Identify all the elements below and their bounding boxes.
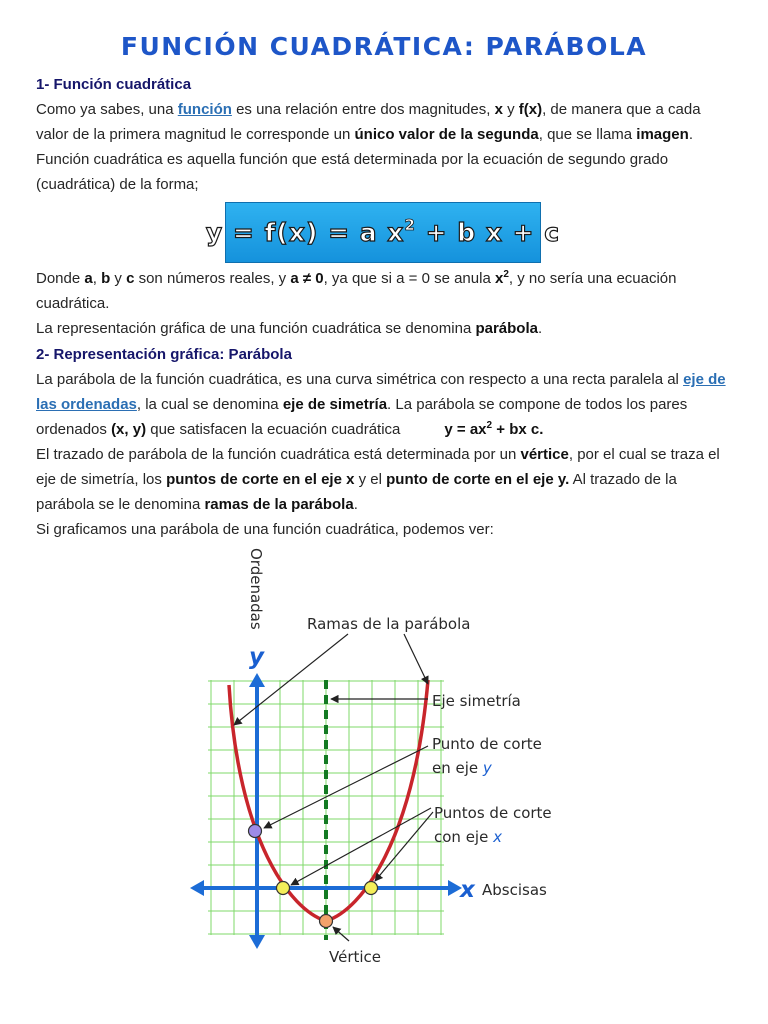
section-heading-representacion: 2- Representación gráfica: Parábola — [36, 346, 292, 363]
page-title: FUNCIÓN CUADRÁTICA: PARÁBOLA — [120, 32, 648, 61]
bold-text: parábola — [475, 320, 538, 337]
bold-text: b — [101, 270, 111, 287]
paragraph-graph-intro: Si graficamos una parábola de una función cuadrática, podemos ver: — [36, 521, 494, 538]
text: . — [353, 496, 358, 513]
paragraph-coefficients — [36, 266, 736, 316]
bold-text: f(x) — [518, 101, 543, 118]
text: Como ya sabes, una — [36, 101, 178, 118]
ramas-label: Ramas de la parábola — [307, 615, 471, 633]
x-axis-letter: x — [460, 877, 475, 903]
bold-text: punto de corte en el eje y. — [386, 471, 570, 488]
vertice-label: Vértice — [329, 948, 382, 966]
text: . — [688, 126, 693, 143]
text: , ya que si a = 0 se anula — [323, 270, 495, 287]
text: + bx c. — [492, 421, 544, 438]
corte-y-label-line2: en eje y — [432, 759, 492, 777]
bold-text: a ≠ 0 — [290, 270, 324, 287]
text: . La parábola se compone de todos los pares ordenados — [36, 396, 688, 438]
x-intercept-point — [277, 882, 290, 895]
formula-banner — [205, 202, 561, 263]
bold-text: ramas de la parábola — [204, 496, 354, 513]
bold-text: imagen — [636, 126, 689, 143]
ordenadas-label: Ordenadas — [247, 548, 265, 630]
corte-y-label-line1: Punto de corte — [432, 735, 542, 753]
formula-rest: + b x + c — [415, 218, 561, 247]
text: El trazado de parábola de la función cuadrática está determinada por un — [36, 446, 521, 463]
bold-text: puntos de corte en el eje x — [166, 471, 355, 488]
text: x — [494, 270, 504, 287]
paragraph-symmetry — [36, 367, 736, 442]
y-axis-letter: y — [249, 644, 264, 670]
text: y el — [354, 471, 387, 488]
link-eje-ordenadas[interactable]: eje de las ordenadas — [36, 371, 726, 413]
equation-inline — [444, 421, 543, 438]
text: , y no sería una ecuación cuadrática. — [36, 270, 677, 312]
exponent: 2 — [486, 420, 493, 431]
pointer-arrows — [234, 634, 433, 941]
formula-exponent: 2 — [404, 216, 416, 234]
text: . — [537, 320, 543, 337]
text: que satisfacen la ecuación cuadrática — [146, 421, 401, 438]
text: La representación gráfica de una función cuadrática se denomina — [36, 320, 476, 337]
y-axis — [249, 673, 265, 949]
text: y = ax — [444, 421, 487, 438]
link-funcion[interactable]: función — [177, 101, 232, 118]
text: Al trazado de la parábola se le denomina — [36, 471, 677, 513]
text: son números reales, y — [134, 270, 291, 287]
paragraph-form: Función cuadrática es aquella función que está determinada por la ecuación de segundo grado (cuadrática) de la forma; — [36, 151, 669, 193]
text: , de manera que a cada valor de la primera magnitud le corresponde un — [36, 101, 701, 143]
paragraph-parabola-name — [36, 316, 736, 341]
bold-text: x — [494, 101, 503, 118]
text: , la cual se denomina — [136, 396, 283, 413]
text: Donde — [36, 270, 85, 287]
text: , por el cual se traza el eje de simetría, los — [36, 446, 720, 488]
bold-text — [495, 270, 509, 287]
parabola-diagram — [0, 540, 768, 980]
bold-text: a — [84, 270, 93, 287]
formula-text — [206, 218, 560, 247]
section-heading-funcion-cuadratica: 1- Función cuadrática — [36, 76, 192, 93]
text: y — [502, 101, 519, 118]
y-intercept-point — [249, 825, 262, 838]
text: , — [92, 270, 102, 287]
paragraph-definition — [36, 97, 736, 147]
formula-main: y = f(x) = a x — [205, 218, 405, 247]
corte-x-label-line1: Puntos de corte — [434, 804, 552, 822]
vertex-point — [320, 915, 333, 928]
text: , que se llama — [538, 126, 637, 143]
x-intercept-point — [365, 882, 378, 895]
bold-text: vértice — [520, 446, 569, 463]
exponent: 2 — [503, 269, 509, 280]
text: y — [110, 270, 127, 287]
bold-text: eje de simetría — [282, 396, 388, 413]
bold-text: único valor de la segunda — [354, 126, 539, 143]
paragraph-vertex — [36, 442, 736, 517]
text: es una relación entre dos magnitudes, — [231, 101, 495, 118]
eje-simetria-label: Eje simetría — [432, 692, 521, 710]
abscisas-label: Abscisas — [482, 881, 547, 899]
bold-text: (x, y) — [111, 421, 147, 438]
bold-text: c — [126, 270, 135, 287]
corte-x-label-line2: con eje x — [434, 828, 502, 846]
text: La parábola de la función cuadrática, es una curva simétrica con respecto a una recta paralela al — [36, 371, 684, 388]
